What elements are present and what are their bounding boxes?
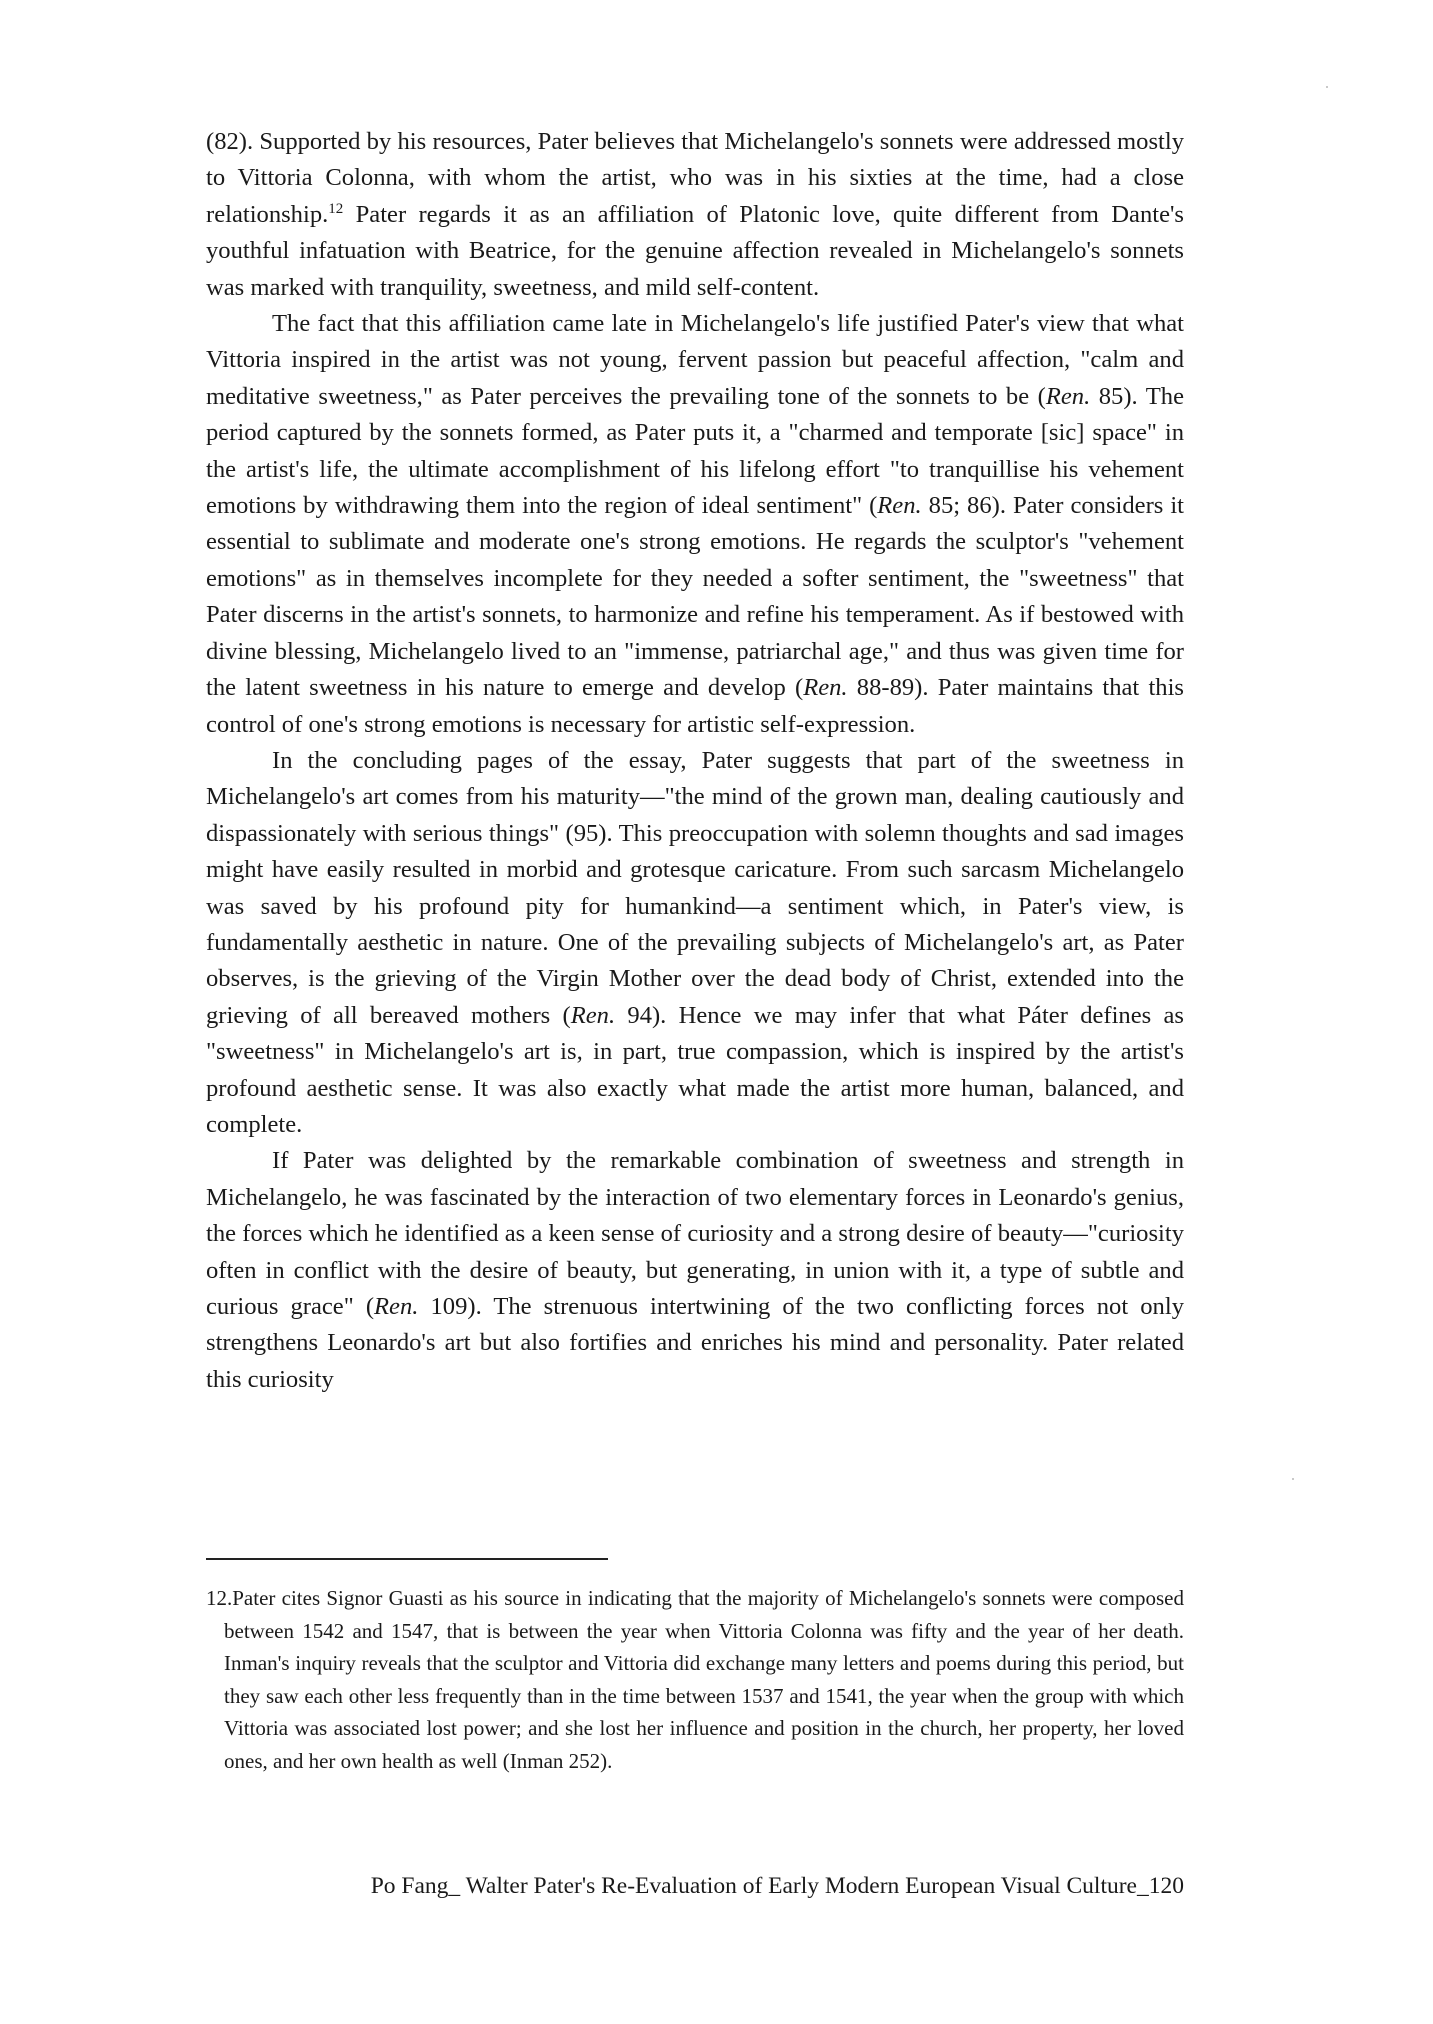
citation-abbrev: Ren. (374, 1293, 419, 1320)
scan-speck (1326, 86, 1328, 88)
citation-abbrev: Ren. (877, 492, 922, 520)
citation-abbrev: Ren. (803, 674, 848, 702)
page-footer: Po Fang_ Walter Pater's Re-Evaluation of Early Modern European Visual Culture_120 (370, 1873, 1184, 1899)
paragraph-1: (82). Supported by his resources, Pater believes that Michelangelo's sonnets were addressed mostly to Vittoria Colonna, with whom the artist, who was in his sixties at the time, had a close relationship.$^{12}$ Pater regards it as an affiliation of Platonic love, quite different from Dante's youthful infatuation with Beatrice, for the genuine affection revealed in Michelangelo's sonnets was marked with tranquility, sweetness, and mild self-content. (206, 128, 1184, 301)
footnote-12 (206, 1582, 1184, 1778)
footnote-reference-12[interactable]: 12 (328, 200, 344, 217)
paragraph-3: In the concluding pages of the essay, Pater suggests that part of the sweetness in Michelangelo's art comes from his maturity—"the mind of the grown man, dealing cautiously and dispassionately with serious things" (95). This preoccupation with solemn thoughts and sad images might have easily resulted in morbid and grotesque caricature. From such sarcasm Michelangelo was saved by his profound pity for humankind—a sentiment which, in Pater's view, is fundamentally aesthetic in nature. One of the prevailing subjects of Michelangelo's art, as Pater observes, is the grieving of the Virgin Mother over the dead body of Christ, extended into the grieving of all bereaved mothers (Ren. 94). Hence we may infer that what Páter defines as "sweetness" in Michelangelo's art is, in part, true compassion, which is inspired by the artist's profound aesthetic sense. It was also exactly what made the artist more human, balanced, and complete. (206, 746, 1185, 1138)
citation-abbrev: Ren. (570, 1001, 616, 1029)
scan-speck (1292, 1478, 1294, 1480)
body-text (206, 124, 1184, 1398)
footnote-number: 12. (206, 1586, 233, 1610)
footnote-text: Pater cites Signor Guasti as his source in indicating that the majority of Michelangelo's sonnets were composed between 1542 and 1547, that is between the year when Vittoria Colonna was fifty and the year of her death. Inman's inquiry reveals that the sculptor and Vittoria did exchange many letters and poems during this period, but they saw each other less frequently than in the time between 1537 and 1541, the year when the group with which Vittoria was associated lost power; and she lost her influence and position in the church, her property, her loved ones, and her own health as well (Inman 252). (224, 1586, 1184, 1773)
paragraph-2: The fact that this affiliation came late in Michelangelo's life justified Pater's view that what Vittoria inspired in the artist was not young, fervent passion but peaceful affection, "calm and meditative sweetness," as Pater perceives the prevailing tone of the sonnets to be (Ren. 85). The period captured by the sonnets formed, as Pater puts it, a "charmed and temporate [sic] space" in the artist's life, the ultimate accomplishment of his lifelong effort "to tranquillise his vehement emotions by withdrawing them into the region of ideal sentiment" (Ren. 85; 86). Pater considers it essential to sublimate and moderate one's strong emotions. He regards the sculptor's "vehement emotions" as in themselves incomplete for they needed a softer sentiment, the "sweetness" that Pater discerns in the artist's sonnets, to harmonize and refine his temperament. As if bestowed with divine blessing, Michelangelo lived to an "immense, patriarchal age," and thus was given time for the latent sweetness in his nature to emerge and develop (Ren. 88-89). Pater maintains that this control of one's strong emotions is necessary for artistic self-expression. (206, 310, 1185, 738)
footnote-divider (206, 1558, 608, 1560)
paragraph-4: If Pater was delighted by the remarkable combination of sweetness and strength in Michelangelo, he was fascinated by the interaction of two elementary forces in Leonardo's genius, the forces which he identified as a keen sense of curiosity and a strong desire of beauty—"curiosity often in conflict with the desire of beauty, but generating, in union with it, a type of subtle and curious grace" (Ren. 109). The strenuous intertwining of the two conflicting forces not only strengthens Leonardo's art but also fortifies and enriches his mind and personality. Pater related this curiosity (206, 1147, 1184, 1393)
citation-abbrev: Ren. (1045, 382, 1091, 410)
